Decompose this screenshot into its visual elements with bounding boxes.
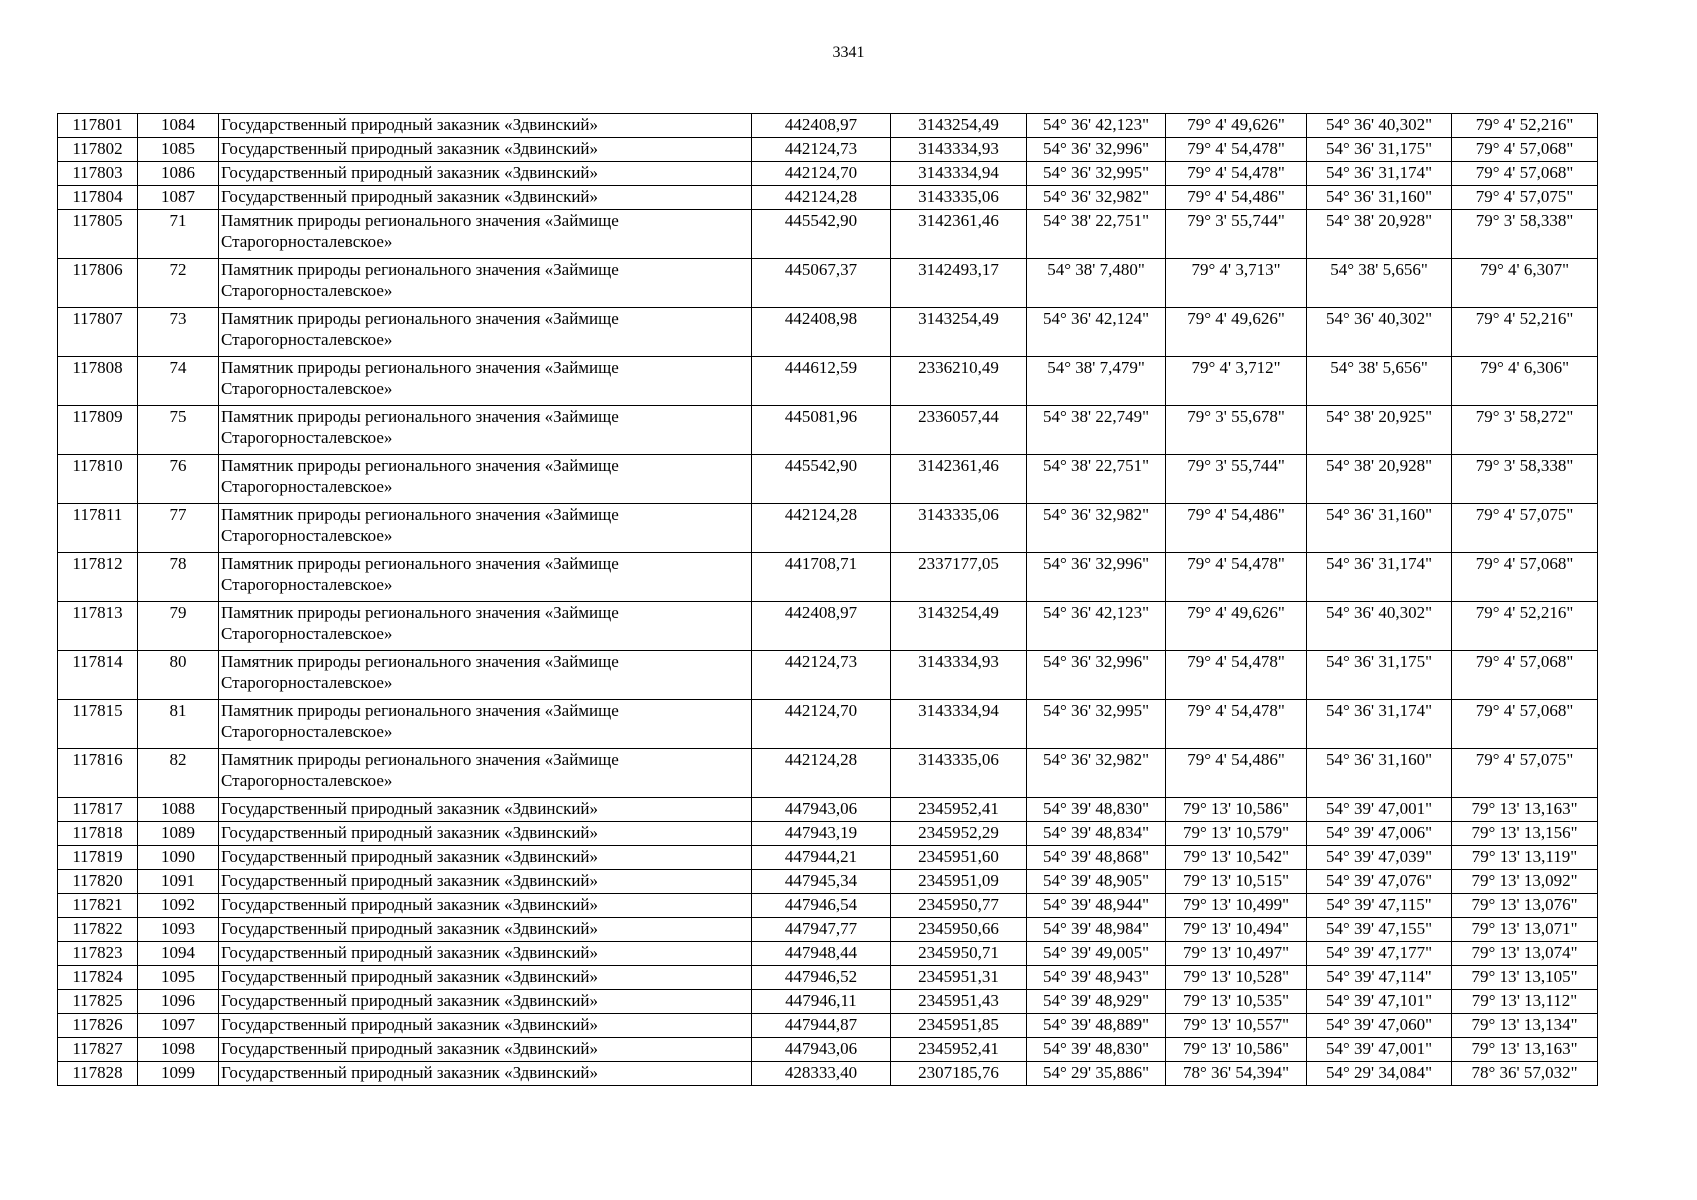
longitude-2-cell: 79° 13' 13,071"	[1452, 918, 1598, 942]
table-row	[58, 308, 1598, 357]
latitude-1-cell: 54° 36' 32,996"	[1027, 651, 1166, 700]
longitude-1-cell: 79° 4' 54,486"	[1166, 749, 1307, 798]
object-name-cell: Памятник природы регионального значения «Займище Старогорносталевское»	[219, 749, 752, 798]
table-row	[58, 894, 1598, 918]
latitude-2-cell: 54° 36' 31,160"	[1307, 186, 1452, 210]
object-name-cell: Государственный природный заказник «Здвинский»	[219, 1062, 752, 1086]
latitude-2-cell: 54° 39' 47,006"	[1307, 822, 1452, 846]
x-coordinate-cell: 447943,06	[752, 1038, 891, 1062]
y-coordinate-cell: 2345951,09	[891, 870, 1027, 894]
x-coordinate-cell: 447944,87	[752, 1014, 891, 1038]
record-id-cell: 117817	[58, 798, 138, 822]
object-name-cell: Памятник природы регионального значения «Займище Старогорносталевское»	[219, 553, 752, 602]
longitude-2-cell: 79° 4' 57,068"	[1452, 138, 1598, 162]
longitude-1-cell: 79° 4' 54,478"	[1166, 138, 1307, 162]
latitude-2-cell: 54° 39' 47,001"	[1307, 1038, 1452, 1062]
record-id-cell: 117804	[58, 186, 138, 210]
latitude-2-cell: 54° 39' 47,101"	[1307, 990, 1452, 1014]
latitude-2-cell: 54° 38' 5,656"	[1307, 357, 1452, 406]
point-number-cell: 1092	[138, 894, 219, 918]
latitude-2-cell: 54° 38' 20,928"	[1307, 210, 1452, 259]
longitude-2-cell: 79° 13' 13,076"	[1452, 894, 1598, 918]
y-coordinate-cell: 2345950,66	[891, 918, 1027, 942]
longitude-2-cell: 79° 3' 58,338"	[1452, 455, 1598, 504]
object-name-cell: Государственный природный заказник «Здвинский»	[219, 138, 752, 162]
object-name-cell: Государственный природный заказник «Здвинский»	[219, 114, 752, 138]
latitude-1-cell: 54° 39' 48,929"	[1027, 990, 1166, 1014]
longitude-2-cell: 79° 4' 57,075"	[1452, 749, 1598, 798]
latitude-2-cell: 54° 38' 20,928"	[1307, 455, 1452, 504]
y-coordinate-cell: 2307185,76	[891, 1062, 1027, 1086]
y-coordinate-cell: 2345950,77	[891, 894, 1027, 918]
latitude-2-cell: 54° 29' 34,084"	[1307, 1062, 1452, 1086]
longitude-1-cell: 79° 13' 10,535"	[1166, 990, 1307, 1014]
latitude-2-cell: 54° 36' 31,174"	[1307, 700, 1452, 749]
latitude-1-cell: 54° 39' 48,984"	[1027, 918, 1166, 942]
table-row	[58, 210, 1598, 259]
longitude-2-cell: 79° 4' 6,306"	[1452, 357, 1598, 406]
longitude-1-cell: 79° 3' 55,744"	[1166, 210, 1307, 259]
record-id-cell: 117812	[58, 553, 138, 602]
latitude-1-cell: 54° 36' 32,995"	[1027, 700, 1166, 749]
x-coordinate-cell: 442124,28	[752, 186, 891, 210]
table-row	[58, 1062, 1598, 1086]
record-id-cell: 117820	[58, 870, 138, 894]
latitude-1-cell: 54° 39' 48,889"	[1027, 1014, 1166, 1038]
latitude-1-cell: 54° 36' 32,995"	[1027, 162, 1166, 186]
latitude-1-cell: 54° 36' 32,982"	[1027, 186, 1166, 210]
table-row	[58, 942, 1598, 966]
longitude-2-cell: 79° 4' 52,216"	[1452, 114, 1598, 138]
latitude-1-cell: 54° 39' 48,868"	[1027, 846, 1166, 870]
x-coordinate-cell: 445542,90	[752, 210, 891, 259]
x-coordinate-cell: 447948,44	[752, 942, 891, 966]
y-coordinate-cell: 3143334,94	[891, 700, 1027, 749]
latitude-2-cell: 54° 36' 40,302"	[1307, 602, 1452, 651]
record-id-cell: 117808	[58, 357, 138, 406]
point-number-cell: 1093	[138, 918, 219, 942]
object-name-cell: Государственный природный заказник «Здвинский»	[219, 966, 752, 990]
record-id-cell: 117814	[58, 651, 138, 700]
longitude-1-cell: 79° 13' 10,542"	[1166, 846, 1307, 870]
point-number-cell: 1096	[138, 990, 219, 1014]
record-id-cell: 117827	[58, 1038, 138, 1062]
longitude-2-cell: 79° 3' 58,272"	[1452, 406, 1598, 455]
latitude-2-cell: 54° 39' 47,177"	[1307, 942, 1452, 966]
point-number-cell: 71	[138, 210, 219, 259]
y-coordinate-cell: 3143254,49	[891, 308, 1027, 357]
object-name-cell: Государственный природный заказник «Здвинский»	[219, 1014, 752, 1038]
table-row	[58, 1014, 1598, 1038]
x-coordinate-cell: 447946,11	[752, 990, 891, 1014]
point-number-cell: 1087	[138, 186, 219, 210]
object-name-cell: Памятник природы регионального значения «Займище Старогорносталевское»	[219, 357, 752, 406]
object-name-cell: Государственный природный заказник «Здвинский»	[219, 822, 752, 846]
table-row	[58, 186, 1598, 210]
y-coordinate-cell: 3142361,46	[891, 210, 1027, 259]
latitude-1-cell: 54° 39' 49,005"	[1027, 942, 1166, 966]
point-number-cell: 72	[138, 259, 219, 308]
longitude-2-cell: 79° 13' 13,112"	[1452, 990, 1598, 1014]
x-coordinate-cell: 447946,52	[752, 966, 891, 990]
latitude-2-cell: 54° 36' 31,174"	[1307, 553, 1452, 602]
point-number-cell: 1098	[138, 1038, 219, 1062]
table-row	[58, 406, 1598, 455]
longitude-1-cell: 79° 4' 54,478"	[1166, 700, 1307, 749]
point-number-cell: 1088	[138, 798, 219, 822]
longitude-2-cell: 79° 13' 13,074"	[1452, 942, 1598, 966]
latitude-1-cell: 54° 36' 42,124"	[1027, 308, 1166, 357]
record-id-cell: 117823	[58, 942, 138, 966]
point-number-cell: 76	[138, 455, 219, 504]
object-name-cell: Государственный природный заказник «Здвинский»	[219, 186, 752, 210]
object-name-cell: Памятник природы регионального значения «Займище Старогорносталевское»	[219, 455, 752, 504]
table-row	[58, 966, 1598, 990]
point-number-cell: 1099	[138, 1062, 219, 1086]
longitude-1-cell: 79° 4' 54,478"	[1166, 651, 1307, 700]
record-id-cell: 117826	[58, 1014, 138, 1038]
point-number-cell: 77	[138, 504, 219, 553]
x-coordinate-cell: 441708,71	[752, 553, 891, 602]
y-coordinate-cell: 3143334,93	[891, 138, 1027, 162]
latitude-1-cell: 54° 36' 32,996"	[1027, 138, 1166, 162]
latitude-1-cell: 54° 39' 48,830"	[1027, 798, 1166, 822]
longitude-2-cell: 79° 13' 13,134"	[1452, 1014, 1598, 1038]
record-id-cell: 117818	[58, 822, 138, 846]
point-number-cell: 1084	[138, 114, 219, 138]
record-id-cell: 117822	[58, 918, 138, 942]
x-coordinate-cell: 447947,77	[752, 918, 891, 942]
y-coordinate-cell: 3143334,94	[891, 162, 1027, 186]
point-number-cell: 1097	[138, 1014, 219, 1038]
latitude-1-cell: 54° 38' 22,751"	[1027, 455, 1166, 504]
longitude-2-cell: 79° 4' 57,068"	[1452, 651, 1598, 700]
x-coordinate-cell: 445542,90	[752, 455, 891, 504]
record-id-cell: 117821	[58, 894, 138, 918]
latitude-2-cell: 54° 39' 47,115"	[1307, 894, 1452, 918]
y-coordinate-cell: 2345951,31	[891, 966, 1027, 990]
longitude-1-cell: 79° 13' 10,579"	[1166, 822, 1307, 846]
object-name-cell: Памятник природы регионального значения «Займище Старогорносталевское»	[219, 651, 752, 700]
table-row	[58, 749, 1598, 798]
point-number-cell: 1085	[138, 138, 219, 162]
point-number-cell: 1089	[138, 822, 219, 846]
latitude-2-cell: 54° 36' 31,160"	[1307, 504, 1452, 553]
table-row	[58, 259, 1598, 308]
record-id-cell: 117807	[58, 308, 138, 357]
record-id-cell: 117810	[58, 455, 138, 504]
point-number-cell: 80	[138, 651, 219, 700]
longitude-1-cell: 79° 13' 10,586"	[1166, 1038, 1307, 1062]
table-row	[58, 162, 1598, 186]
y-coordinate-cell: 3143254,49	[891, 114, 1027, 138]
latitude-2-cell: 54° 36' 31,175"	[1307, 138, 1452, 162]
object-name-cell: Памятник природы регионального значения «Займище Старогорносталевское»	[219, 504, 752, 553]
table-row	[58, 822, 1598, 846]
table-row	[58, 798, 1598, 822]
latitude-1-cell: 54° 39' 48,905"	[1027, 870, 1166, 894]
y-coordinate-cell: 3143335,06	[891, 504, 1027, 553]
record-id-cell: 117811	[58, 504, 138, 553]
object-name-cell: Памятник природы регионального значения «Займище Старогорносталевское»	[219, 700, 752, 749]
y-coordinate-cell: 2345951,85	[891, 1014, 1027, 1038]
object-name-cell: Государственный природный заказник «Здвинский»	[219, 870, 752, 894]
x-coordinate-cell: 447943,06	[752, 798, 891, 822]
latitude-2-cell: 54° 38' 20,925"	[1307, 406, 1452, 455]
record-id-cell: 117816	[58, 749, 138, 798]
x-coordinate-cell: 447945,34	[752, 870, 891, 894]
record-id-cell: 117815	[58, 700, 138, 749]
point-number-cell: 82	[138, 749, 219, 798]
longitude-2-cell: 79° 4' 52,216"	[1452, 602, 1598, 651]
latitude-1-cell: 54° 38' 7,480"	[1027, 259, 1166, 308]
longitude-2-cell: 79° 13' 13,092"	[1452, 870, 1598, 894]
point-number-cell: 1095	[138, 966, 219, 990]
latitude-2-cell: 54° 38' 5,656"	[1307, 259, 1452, 308]
latitude-1-cell: 54° 39' 48,944"	[1027, 894, 1166, 918]
record-id-cell: 117824	[58, 966, 138, 990]
object-name-cell: Государственный природный заказник «Здвинский»	[219, 1038, 752, 1062]
latitude-1-cell: 54° 36' 42,123"	[1027, 114, 1166, 138]
point-number-cell: 1090	[138, 846, 219, 870]
latitude-2-cell: 54° 39' 47,060"	[1307, 1014, 1452, 1038]
x-coordinate-cell: 442124,28	[752, 504, 891, 553]
longitude-1-cell: 79° 13' 10,494"	[1166, 918, 1307, 942]
object-name-cell: Государственный природный заказник «Здвинский»	[219, 942, 752, 966]
x-coordinate-cell: 442408,97	[752, 114, 891, 138]
latitude-1-cell: 54° 36' 32,982"	[1027, 749, 1166, 798]
record-id-cell: 117825	[58, 990, 138, 1014]
record-id-cell: 117805	[58, 210, 138, 259]
latitude-2-cell: 54° 36' 40,302"	[1307, 114, 1452, 138]
x-coordinate-cell: 447944,21	[752, 846, 891, 870]
x-coordinate-cell: 447943,19	[752, 822, 891, 846]
latitude-1-cell: 54° 38' 22,751"	[1027, 210, 1166, 259]
longitude-1-cell: 78° 36' 54,394"	[1166, 1062, 1307, 1086]
longitude-1-cell: 79° 3' 55,678"	[1166, 406, 1307, 455]
longitude-2-cell: 78° 36' 57,032"	[1452, 1062, 1598, 1086]
point-number-cell: 78	[138, 553, 219, 602]
object-name-cell: Памятник природы регионального значения «Займище Старогорносталевское»	[219, 602, 752, 651]
longitude-2-cell: 79° 4' 52,216"	[1452, 308, 1598, 357]
x-coordinate-cell: 428333,40	[752, 1062, 891, 1086]
longitude-2-cell: 79° 4' 57,068"	[1452, 162, 1598, 186]
latitude-2-cell: 54° 39' 47,155"	[1307, 918, 1452, 942]
record-id-cell: 117801	[58, 114, 138, 138]
latitude-2-cell: 54° 39' 47,076"	[1307, 870, 1452, 894]
y-coordinate-cell: 3143334,93	[891, 651, 1027, 700]
longitude-2-cell: 79° 13' 13,105"	[1452, 966, 1598, 990]
longitude-1-cell: 79° 4' 54,486"	[1166, 186, 1307, 210]
y-coordinate-cell: 2336057,44	[891, 406, 1027, 455]
x-coordinate-cell: 442408,97	[752, 602, 891, 651]
longitude-1-cell: 79° 13' 10,557"	[1166, 1014, 1307, 1038]
table-row	[58, 504, 1598, 553]
latitude-2-cell: 54° 39' 47,039"	[1307, 846, 1452, 870]
object-name-cell: Памятник природы регионального значения «Займище Старогорносталевское»	[219, 210, 752, 259]
latitude-1-cell: 54° 36' 42,123"	[1027, 602, 1166, 651]
longitude-2-cell: 79° 4' 57,068"	[1452, 553, 1598, 602]
object-name-cell: Государственный природный заказник «Здвинский»	[219, 894, 752, 918]
table-row	[58, 651, 1598, 700]
y-coordinate-cell: 2345952,29	[891, 822, 1027, 846]
latitude-1-cell: 54° 39' 48,830"	[1027, 1038, 1166, 1062]
latitude-2-cell: 54° 36' 31,174"	[1307, 162, 1452, 186]
longitude-2-cell: 79° 4' 57,075"	[1452, 504, 1598, 553]
table-row	[58, 700, 1598, 749]
table-row	[58, 918, 1598, 942]
latitude-1-cell: 54° 29' 35,886"	[1027, 1062, 1166, 1086]
latitude-2-cell: 54° 36' 40,302"	[1307, 308, 1452, 357]
y-coordinate-cell: 3142493,17	[891, 259, 1027, 308]
longitude-1-cell: 79° 13' 10,497"	[1166, 942, 1307, 966]
point-number-cell: 1091	[138, 870, 219, 894]
point-number-cell: 73	[138, 308, 219, 357]
x-coordinate-cell: 445067,37	[752, 259, 891, 308]
latitude-1-cell: 54° 36' 32,982"	[1027, 504, 1166, 553]
longitude-1-cell: 79° 4' 49,626"	[1166, 114, 1307, 138]
point-number-cell: 81	[138, 700, 219, 749]
y-coordinate-cell: 3143335,06	[891, 186, 1027, 210]
object-name-cell: Государственный природный заказник «Здвинский»	[219, 846, 752, 870]
longitude-2-cell: 79° 3' 58,338"	[1452, 210, 1598, 259]
record-id-cell: 117803	[58, 162, 138, 186]
y-coordinate-cell: 2345952,41	[891, 798, 1027, 822]
object-name-cell: Памятник природы регионального значения «Займище Старогорносталевское»	[219, 406, 752, 455]
latitude-1-cell: 54° 36' 32,996"	[1027, 553, 1166, 602]
y-coordinate-cell: 2336210,49	[891, 357, 1027, 406]
table-row	[58, 553, 1598, 602]
longitude-2-cell: 79° 13' 13,156"	[1452, 822, 1598, 846]
record-id-cell: 117806	[58, 259, 138, 308]
y-coordinate-cell: 2345951,43	[891, 990, 1027, 1014]
longitude-1-cell: 79° 4' 49,626"	[1166, 602, 1307, 651]
longitude-1-cell: 79° 13' 10,515"	[1166, 870, 1307, 894]
record-id-cell: 117813	[58, 602, 138, 651]
latitude-1-cell: 54° 38' 7,479"	[1027, 357, 1166, 406]
x-coordinate-cell: 442124,70	[752, 700, 891, 749]
table-row	[58, 990, 1598, 1014]
object-name-cell: Памятник природы регионального значения «Займище Старогорносталевское»	[219, 259, 752, 308]
longitude-1-cell: 79° 13' 10,528"	[1166, 966, 1307, 990]
longitude-1-cell: 79° 4' 54,478"	[1166, 162, 1307, 186]
record-id-cell: 117809	[58, 406, 138, 455]
y-coordinate-cell: 2337177,05	[891, 553, 1027, 602]
latitude-1-cell: 54° 38' 22,749"	[1027, 406, 1166, 455]
y-coordinate-cell: 3143254,49	[891, 602, 1027, 651]
longitude-1-cell: 79° 4' 3,712"	[1166, 357, 1307, 406]
table-row	[58, 138, 1598, 162]
y-coordinate-cell: 3142361,46	[891, 455, 1027, 504]
object-name-cell: Государственный природный заказник «Здвинский»	[219, 918, 752, 942]
longitude-2-cell: 79° 4' 6,307"	[1452, 259, 1598, 308]
table-row	[58, 846, 1598, 870]
record-id-cell: 117828	[58, 1062, 138, 1086]
object-name-cell: Государственный природный заказник «Здвинский»	[219, 798, 752, 822]
x-coordinate-cell: 447946,54	[752, 894, 891, 918]
point-number-cell: 75	[138, 406, 219, 455]
page-number: 3341	[832, 44, 865, 61]
table-row	[58, 602, 1598, 651]
y-coordinate-cell: 2345950,71	[891, 942, 1027, 966]
x-coordinate-cell: 442124,73	[752, 138, 891, 162]
table-row	[58, 455, 1598, 504]
latitude-2-cell: 54° 36' 31,160"	[1307, 749, 1452, 798]
latitude-2-cell: 54° 36' 31,175"	[1307, 651, 1452, 700]
longitude-2-cell: 79° 4' 57,068"	[1452, 700, 1598, 749]
longitude-1-cell: 79° 4' 3,713"	[1166, 259, 1307, 308]
object-name-cell: Государственный природный заказник «Здвинский»	[219, 990, 752, 1014]
longitude-1-cell: 79° 4' 49,626"	[1166, 308, 1307, 357]
table-row	[58, 114, 1598, 138]
latitude-1-cell: 54° 39' 48,943"	[1027, 966, 1166, 990]
x-coordinate-cell: 442124,73	[752, 651, 891, 700]
table-row	[58, 1038, 1598, 1062]
longitude-1-cell: 79° 4' 54,478"	[1166, 553, 1307, 602]
x-coordinate-cell: 442124,28	[752, 749, 891, 798]
record-id-cell: 117819	[58, 846, 138, 870]
point-number-cell: 74	[138, 357, 219, 406]
longitude-2-cell: 79° 13' 13,163"	[1452, 798, 1598, 822]
longitude-2-cell: 79° 4' 57,075"	[1452, 186, 1598, 210]
x-coordinate-cell: 442408,98	[752, 308, 891, 357]
table-body	[58, 114, 1598, 1086]
longitude-1-cell: 79° 4' 54,486"	[1166, 504, 1307, 553]
latitude-2-cell: 54° 39' 47,001"	[1307, 798, 1452, 822]
x-coordinate-cell: 444612,59	[752, 357, 891, 406]
longitude-2-cell: 79° 13' 13,119"	[1452, 846, 1598, 870]
longitude-1-cell: 79° 13' 10,499"	[1166, 894, 1307, 918]
coordinates-table	[57, 113, 1598, 1086]
table-row	[58, 870, 1598, 894]
record-id-cell: 117802	[58, 138, 138, 162]
y-coordinate-cell: 3143335,06	[891, 749, 1027, 798]
x-coordinate-cell: 442124,70	[752, 162, 891, 186]
object-name-cell: Государственный природный заказник «Здвинский»	[219, 162, 752, 186]
latitude-1-cell: 54° 39' 48,834"	[1027, 822, 1166, 846]
y-coordinate-cell: 2345951,60	[891, 846, 1027, 870]
longitude-1-cell: 79° 13' 10,586"	[1166, 798, 1307, 822]
table-row	[58, 357, 1598, 406]
y-coordinate-cell: 2345952,41	[891, 1038, 1027, 1062]
point-number-cell: 1094	[138, 942, 219, 966]
point-number-cell: 1086	[138, 162, 219, 186]
object-name-cell: Памятник природы регионального значения «Займище Старогорносталевское»	[219, 308, 752, 357]
longitude-2-cell: 79° 13' 13,163"	[1452, 1038, 1598, 1062]
point-number-cell: 79	[138, 602, 219, 651]
latitude-2-cell: 54° 39' 47,114"	[1307, 966, 1452, 990]
x-coordinate-cell: 445081,96	[752, 406, 891, 455]
longitude-1-cell: 79° 3' 55,744"	[1166, 455, 1307, 504]
